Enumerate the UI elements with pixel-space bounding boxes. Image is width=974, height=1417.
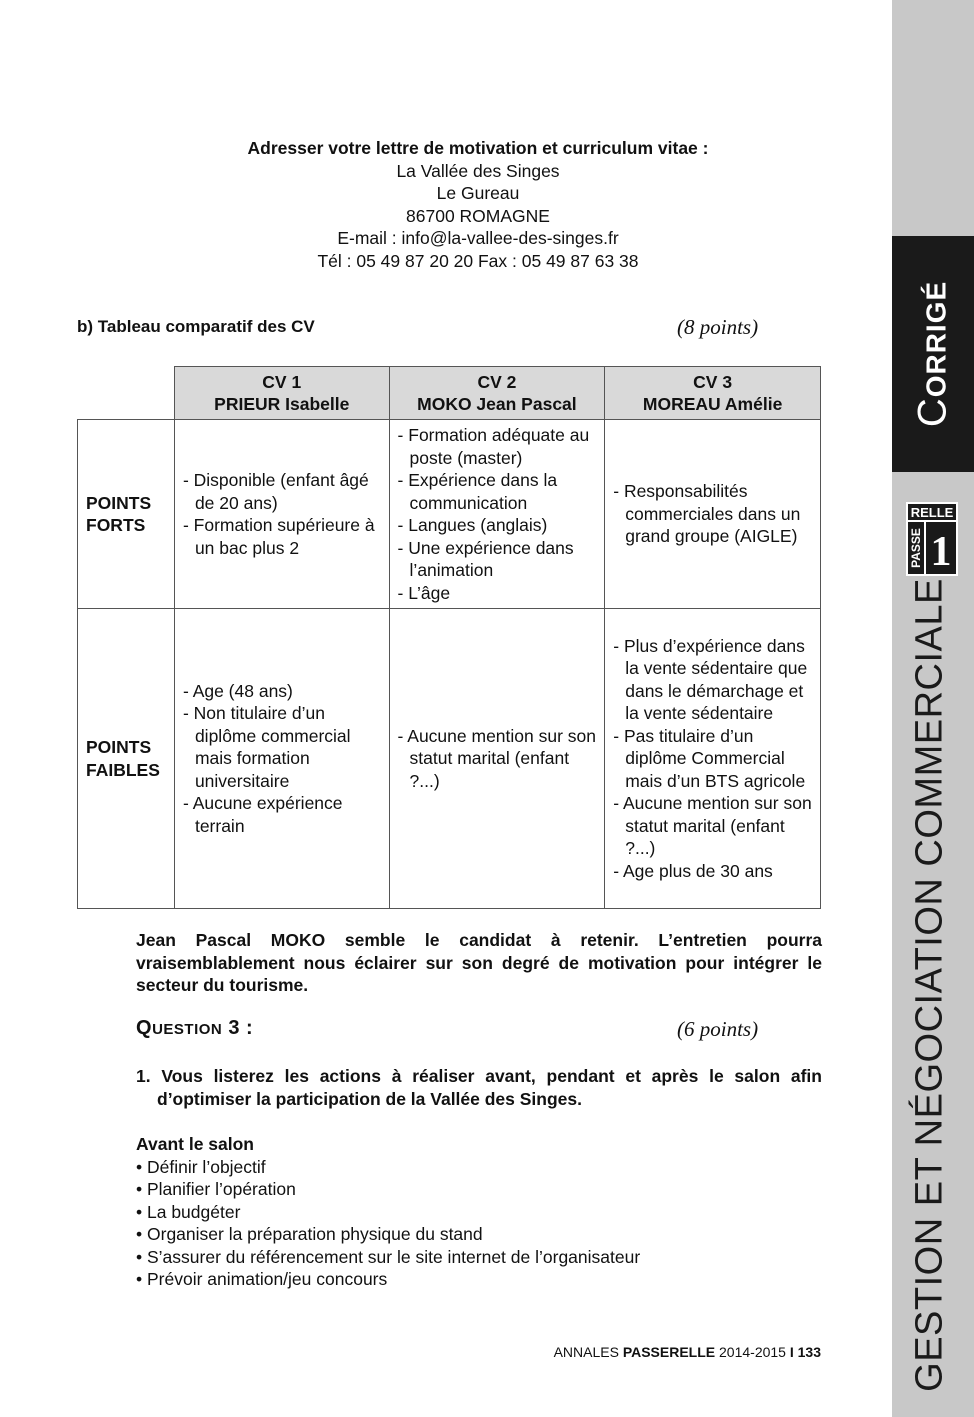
section-b-points: (8 points)	[677, 315, 759, 339]
table-header-row	[78, 367, 821, 420]
list-item: - Pas titulaire d’un diplôme Commercial mais d’un BTS agricole	[611, 725, 814, 793]
address-email: E-mail : info@la-vallee-des-singes.fr	[337, 228, 619, 248]
row-label-forts: POINTS FORTS	[78, 420, 175, 609]
list-item: • Planifier l’opération	[136, 1178, 640, 1201]
cell-cv3-faibles	[605, 609, 821, 909]
table-corner	[78, 367, 175, 420]
cell-cv2-faibles	[389, 609, 605, 909]
list-item: - Formation adéquate au poste (master)	[396, 424, 599, 469]
cell-cv2-forts	[389, 420, 605, 609]
list-item: - Age plus de 30 ans	[611, 860, 814, 883]
list-item: - Responsabilités commerciales dans un grand groupe (AIGLE)	[611, 480, 814, 548]
list-item: • Définir l’objectif	[136, 1156, 640, 1179]
list-item: - Langues (anglais)	[396, 514, 599, 537]
logo-number: 1	[930, 529, 952, 575]
table-row-points-faibles	[78, 609, 821, 909]
address-block	[78, 137, 878, 272]
list-item: - Disponible (enfant âgé de 20 ans)	[181, 469, 383, 514]
header-cv3: CV 3 MOREAU Amélie	[605, 367, 821, 420]
list-item: - Age (48 ans)	[181, 680, 383, 703]
list-item: - Formation supérieure à un bac plus 2	[181, 514, 383, 559]
cell-cv1-forts	[174, 420, 389, 609]
cv-comparison-table	[77, 366, 821, 909]
header-cv1: CV 1 PRIEUR Isabelle	[174, 367, 389, 420]
list-item: - Une expérience dans l’animation	[396, 537, 599, 582]
list-item: - Aucune mention sur son statut marital (enfant ?...)	[611, 792, 814, 860]
vertical-title: GESTION ET NÉGOCIATION COMMERCIALE	[908, 578, 951, 1392]
avant-salon-section	[136, 1133, 640, 1291]
list-item: - Non titulaire d’un diplôme commercial mais formation universitaire	[181, 702, 383, 792]
list-item: - Plus d’expérience dans la vente sédentaire que dans le démarchage et la vente sédentaire	[611, 635, 814, 725]
list-item: - Aucune expérience terrain	[181, 792, 383, 837]
conclusion-paragraph: Jean Pascal MOKO semble le candidat à retenir. L’entretien pourra vraisemblablement nous éclairer sur son degré de motivation pour intégrer le secteur du tourisme.	[136, 930, 822, 995]
corrige-label: CORRIGÉ	[910, 280, 955, 428]
page-number: 133	[797, 1344, 821, 1360]
row-label-faibles: POINTS FAIBLES	[78, 609, 175, 909]
cell-cv1-faibles	[174, 609, 389, 909]
question-3-heading: QUESTION 3 :	[136, 1017, 254, 1039]
cell-cv3-forts	[605, 420, 821, 609]
avant-salon-heading: Avant le salon	[136, 1134, 254, 1154]
question-3-points: (6 points)	[677, 1017, 759, 1041]
header-cv2: CV 2 MOKO Jean Pascal	[389, 367, 605, 420]
address-phone: Tél : 05 49 87 20 20 Fax : 05 49 87 63 38	[317, 250, 639, 271]
list-item: • S’assurer du référencement sur le site internet de l’organisateur	[136, 1246, 640, 1269]
address-line: Le Gureau	[436, 183, 520, 203]
table-row-points-forts	[78, 420, 821, 609]
list-item: - Aucune mention sur son statut marital (enfant ?...)	[396, 725, 599, 793]
logo-side-text: PASSE	[909, 528, 923, 568]
section-b-title: b) Tableau comparatif des CV	[77, 317, 315, 336]
passerelle-logo	[906, 502, 958, 576]
list-item: • La budgéter	[136, 1201, 640, 1224]
logo-top-text: RELLE	[910, 505, 954, 520]
address-heading: Adresser votre lettre de motivation et curriculum vitae :	[247, 138, 709, 158]
list-item: - Expérience dans la communication	[396, 469, 599, 514]
list-item: • Organiser la préparation physique du stand	[136, 1223, 640, 1246]
question-3-item-1: 1. Vous listerez les actions à réaliser avant, pendant et après le salon afin d’optimiser la participation de la Vallée des Singes.	[136, 1066, 822, 1109]
address-line: La Vallée des Singes	[396, 160, 560, 181]
address-line: 86700 ROMAGNE	[406, 205, 550, 226]
list-item: - L’âge	[396, 582, 599, 605]
page-footer: ANNALES PASSERELLE 2014-2015 I 133	[553, 1344, 821, 1360]
list-item: • Prévoir animation/jeu concours	[136, 1268, 640, 1291]
